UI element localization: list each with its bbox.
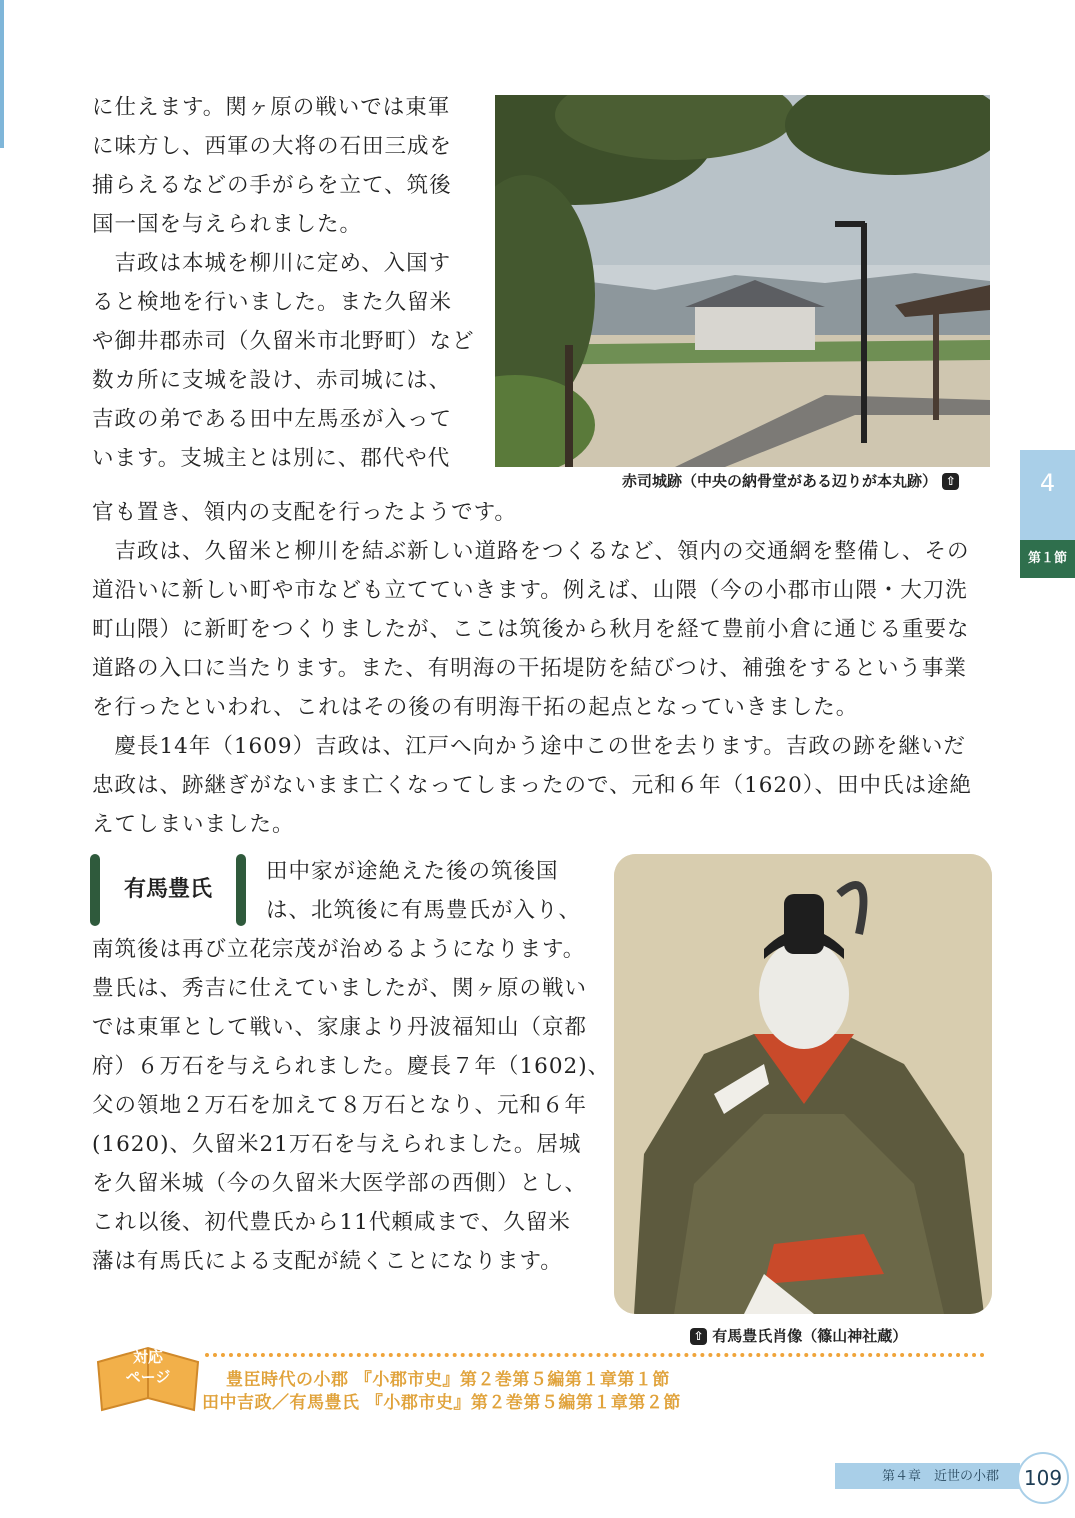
text-line: 吉政は、久留米と柳川を結ぶ新しい道路をつくるなど、領内の交通網を整備し、その xyxy=(92,539,970,564)
top-left-paragraph xyxy=(92,88,475,478)
text-line: 南筑後は再び立花宗茂が治めるようになります。 xyxy=(92,937,586,962)
text-line: は、北筑後に有馬豊氏が入り、 xyxy=(266,898,582,923)
text-line: に仕えます。関ヶ原の戦いでは東軍 xyxy=(92,95,451,120)
text-line: 吉政の弟である田中左馬丞が入って xyxy=(92,407,453,432)
text-line: 捕らえるなどの手がらを立て、筑後 xyxy=(92,173,452,198)
text-line: 官も置き、領内の支配を行ったようです。 xyxy=(92,500,517,525)
text-line: ると検地を行いました。また久留米 xyxy=(92,290,453,315)
reference-entry: 豊臣時代の小郡 『小郡市史』第２巻第５編第１章第１節 xyxy=(226,1370,670,1390)
text-line: 府）６万石を与えられました。慶長７年（1602)、 xyxy=(92,1054,611,1079)
akashi-castle-photo xyxy=(495,95,990,467)
text-line: 道路の入口に当たります。また、有明海の干拓堤防を結びつけ、補強をするという事業 xyxy=(92,656,967,681)
section-heading xyxy=(90,854,246,926)
text-line: 国一国を与えられました。 xyxy=(92,212,363,237)
text-line: 豊氏は、秀吉に仕えていましたが、関ヶ原の戦い xyxy=(92,976,588,1001)
photo-caption-text: 赤司城跡（中央の納骨堂がある辺りが本丸跡） xyxy=(622,472,938,490)
text-line: を行ったといわれ、これはその後の有明海干拓の起点となっていきました。 xyxy=(92,695,859,720)
text-line: 父の領地２万石を加えて８万石となり、元和６年 xyxy=(92,1093,588,1118)
arrow-up-icon: ⇧ xyxy=(942,473,959,490)
section-tab: 第１節 xyxy=(1020,540,1075,578)
text-line: えてしまいました。 xyxy=(92,812,295,837)
chapter-tab: 4 xyxy=(1020,450,1075,540)
photo-caption xyxy=(622,470,959,491)
arima-toyouji-portrait xyxy=(614,854,992,1314)
text-line: 藩は有馬氏による支配が続くことになります。 xyxy=(92,1249,563,1274)
text-line: これ以後、初代豊氏から11代頼咸まで、久留米 xyxy=(92,1210,571,1235)
text-line: 道沿いに新しい町や市なども立てていきます。例えば、山隈（今の小郡市山隈・大刀洗 xyxy=(92,578,968,603)
page-number: 109 xyxy=(1017,1452,1069,1504)
text-line: 数カ所に支城を設け、赤司城には、 xyxy=(92,368,452,393)
text-line: や御井郡赤司（久留米市北野町）など xyxy=(92,329,475,354)
footer-chapter: 第４章 近世の小郡 xyxy=(882,1469,1000,1484)
text-line: に味方し、西軍の大将の石田三成を xyxy=(92,134,453,159)
reference-label-2: ページ xyxy=(125,1368,171,1386)
page-edge-bar xyxy=(0,0,4,148)
reference-book-icon xyxy=(94,1340,202,1418)
text-line: います。支城主とは別に、郡代や代 xyxy=(92,446,451,471)
main-paragraph xyxy=(92,493,972,844)
portrait-caption xyxy=(690,1325,907,1346)
text-line: 忠政は、跡継ぎがないまま亡くなってしまったので、元和６年（1620）、田中氏は途絶 xyxy=(92,773,973,798)
text-line: 田中家が途絶えた後の筑後国 xyxy=(266,859,559,884)
portrait-caption-text: 有馬豊氏肖像（篠山神社蔵） xyxy=(712,1327,908,1345)
arrow-up-icon: ⇧ xyxy=(690,1328,707,1345)
heading-side-paragraph xyxy=(266,852,581,930)
section-heading-text: 有馬豊氏 xyxy=(123,877,212,902)
reference-divider xyxy=(205,1353,985,1357)
text-line: では東軍として戦い、家康より丹波福知山（京都 xyxy=(92,1015,588,1040)
text-line: 慶長14年（1609）吉政は、江戸へ向かう途中この世を去ります。吉政の跡を継いだ xyxy=(92,734,966,759)
reference-entry: 田中吉政／有馬豊氏 『小郡市史』第２巻第５編第１章第２節 xyxy=(202,1393,681,1413)
text-line: を久留米城（今の久留米大医学部の西側）とし、 xyxy=(92,1171,588,1196)
arima-paragraph xyxy=(92,930,610,1281)
text-line: (1620)、久留米21万石を与えられました。居城 xyxy=(92,1132,582,1157)
text-line: 町山隈）に新町をつくりましたが、ここは筑後から秋月を経て豊前小倉に通じる重要な xyxy=(92,617,970,642)
text-line: 吉政は本城を柳川に定め、入国す xyxy=(92,251,452,276)
heading-bar-right xyxy=(236,854,246,926)
reference-label-1: 対応 xyxy=(132,1348,163,1366)
